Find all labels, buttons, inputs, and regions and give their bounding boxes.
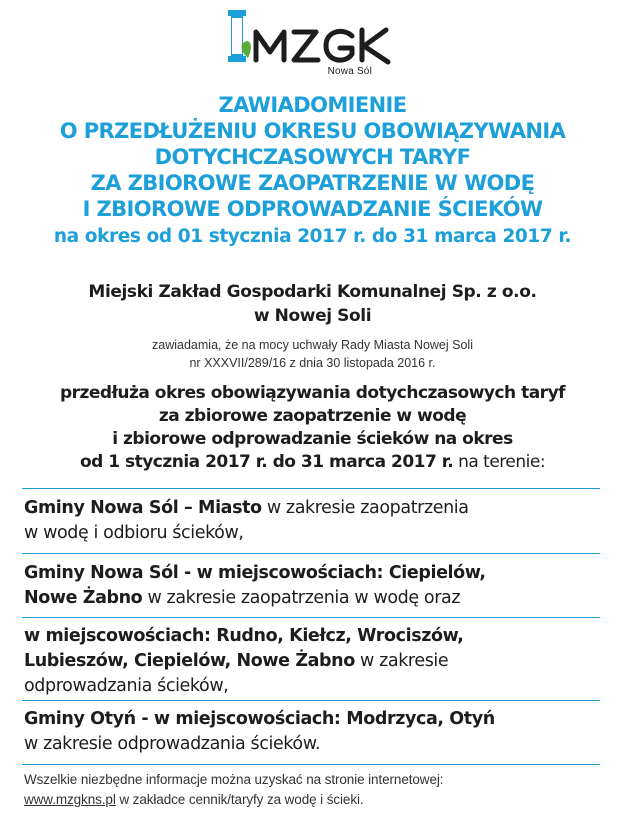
- headline-line: ZA ZBIOROWE ZAOPATRZENIE W WODĘ: [90, 171, 535, 195]
- section-area: Nowe Żabno: [24, 588, 143, 608]
- resolution-notice: [0, 336, 625, 372]
- section-line: odprowadzania ścieków,: [24, 676, 229, 696]
- company-name: [0, 280, 625, 328]
- section-divider: [22, 617, 600, 618]
- section-divider: [22, 700, 600, 701]
- footer-info: [24, 770, 604, 810]
- logo-subtitle: Nowa Sól: [327, 66, 372, 77]
- section-nowa-sol-gmina: [24, 561, 604, 611]
- mzgk-logo: [220, 6, 410, 78]
- headline-line: I ZBIOROWE ODPROWADZANIE ŚCIEKÓW: [82, 197, 543, 221]
- footer-line: Wszelkie niezbędne informacje można uzyskać na stronie internetowej:: [24, 772, 444, 787]
- notice-line: zawiadamia, że na mocy uchwały Rady Miasta Nowej Soli: [152, 338, 473, 352]
- section-line: [24, 586, 604, 611]
- section-line: Gminy Otyń - w miejscowościach: Modrzyca, Otyń: [24, 709, 495, 729]
- headline-line: ZAWIADOMIENIE: [218, 93, 407, 117]
- notice-line: nr XXXVII/289/16 z dnia 30 listopada 2016 r.: [189, 356, 436, 370]
- extension-area-label: na terenie:: [453, 452, 546, 472]
- headline-line: O PRZEDŁUŻENIU OKRESU OBOWIĄZYWANIA: [59, 119, 566, 143]
- section-divider: [22, 553, 600, 554]
- section-wastewater-localities: [24, 624, 604, 699]
- section-area: Lubieszów, Ciepielów, Nowe Żabno: [24, 651, 355, 671]
- section-line: w wodę i odbioru ścieków,: [24, 523, 244, 543]
- section-scope: w zakresie: [354, 651, 449, 671]
- section-area: Gminy Nowa Sól – Miasto: [24, 498, 262, 518]
- extension-line: i zbiorowe odprowadzanie ścieków na okres: [112, 429, 513, 449]
- section-nowa-sol-miasto: [24, 496, 604, 546]
- section-line: [24, 649, 604, 674]
- section-scope: w zakresie zaopatrzenia: [261, 498, 469, 518]
- extension-dates: od 1 stycznia 2017 r. do 31 marca 2017 r.: [79, 452, 454, 472]
- section-line: [24, 496, 604, 521]
- mzgk-logo-graphic: [220, 6, 410, 78]
- headline-line: DOTYCHCZASOWYCH TARYF: [154, 145, 471, 169]
- extension-statement: [0, 382, 625, 474]
- company-line: Miejski Zakład Gospodarki Komunalnej Sp. z o.o.: [88, 282, 537, 302]
- footer-tab-info: w zakładce cennik/taryfy za wodę i ścieki.: [115, 792, 364, 807]
- section-otyn: [24, 707, 604, 757]
- section-line: w miejscowościach: Rudno, Kiełcz, Wrociszów,: [24, 626, 464, 646]
- footer-line: [24, 790, 604, 810]
- section-scope: w zakresie zaopatrzenia w wodę oraz: [142, 588, 461, 608]
- section-divider: [22, 488, 600, 489]
- headline-period: na okres od 01 stycznia 2017 r. do 31 marca 2017 r.: [53, 226, 572, 247]
- company-line: w Nowej Soli: [253, 306, 372, 326]
- footer-divider: [22, 764, 600, 765]
- extension-line: przedłuża okres obowiązywania dotychczasowych taryf: [59, 383, 566, 403]
- section-line: Gminy Nowa Sól - w miejscowościach: Ciepielów,: [24, 563, 486, 583]
- website-link[interactable]: www.mzgkns.pl: [24, 792, 116, 807]
- headline: [0, 92, 625, 250]
- extension-line: za zbiorowe zaopatrzenie w wodę: [158, 406, 467, 426]
- section-line: w zakresie odprowadzania ścieków.: [24, 734, 321, 754]
- extension-line: [0, 451, 625, 474]
